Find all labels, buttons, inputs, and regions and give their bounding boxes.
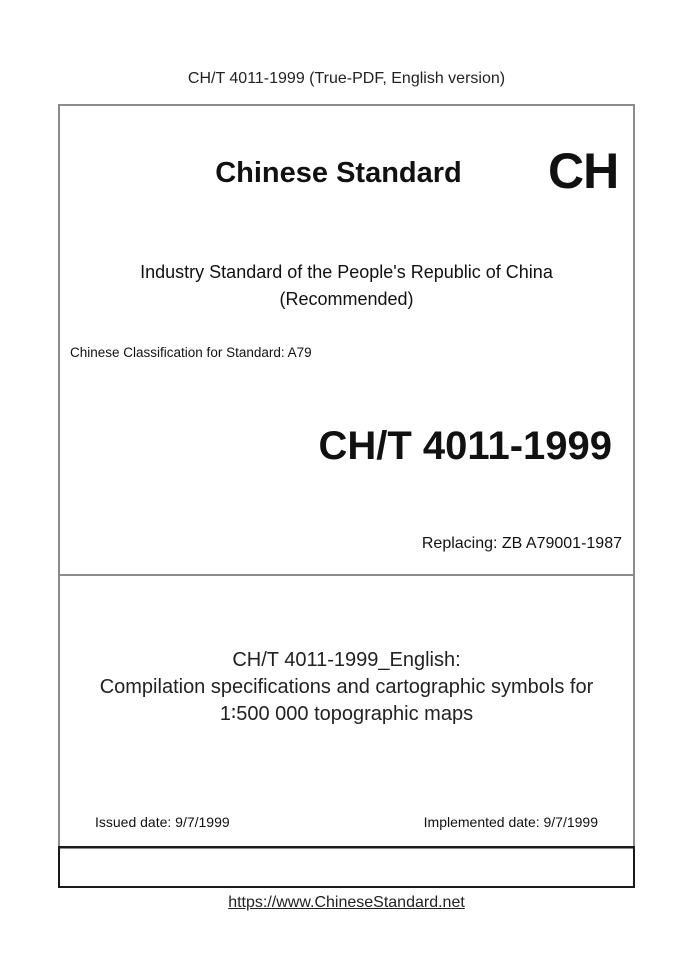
classification-label: Chinese Classification for Standard: A79 (70, 345, 312, 360)
standard-mark: CH (548, 143, 619, 199)
document-title-line-1: CH/T 4011-1999_English: (232, 649, 461, 671)
cover-bottom-box (58, 846, 635, 888)
replacing-label: Replacing: ZB A79001-1987 (421, 535, 622, 552)
standard-number: CH/T 4011-1999 (318, 424, 612, 468)
cover-heading-text: Chinese Standard (215, 157, 462, 189)
cover-frame (58, 104, 635, 849)
document-title-line-3: 1∶500 000 topographic maps (219, 703, 474, 725)
industry-statement (58, 259, 635, 313)
document-header-title: CH/T 4011-1999 (True-PDF, English version) (187, 70, 506, 87)
website-link[interactable]: https://www.ChineseStandard.net (228, 894, 465, 911)
industry-line-2: (Recommended) (279, 289, 414, 309)
cover-divider (58, 574, 635, 576)
issued-date: Issued date: 9/7/1999 (95, 814, 230, 830)
industry-line-1: Industry Standard of the People's Republic of China (140, 262, 553, 282)
document-title (58, 647, 635, 728)
implemented-date: Implemented date: 9/7/1999 (423, 814, 598, 830)
document-title-line-2: Compilation specifications and cartographic symbols for (99, 676, 594, 698)
